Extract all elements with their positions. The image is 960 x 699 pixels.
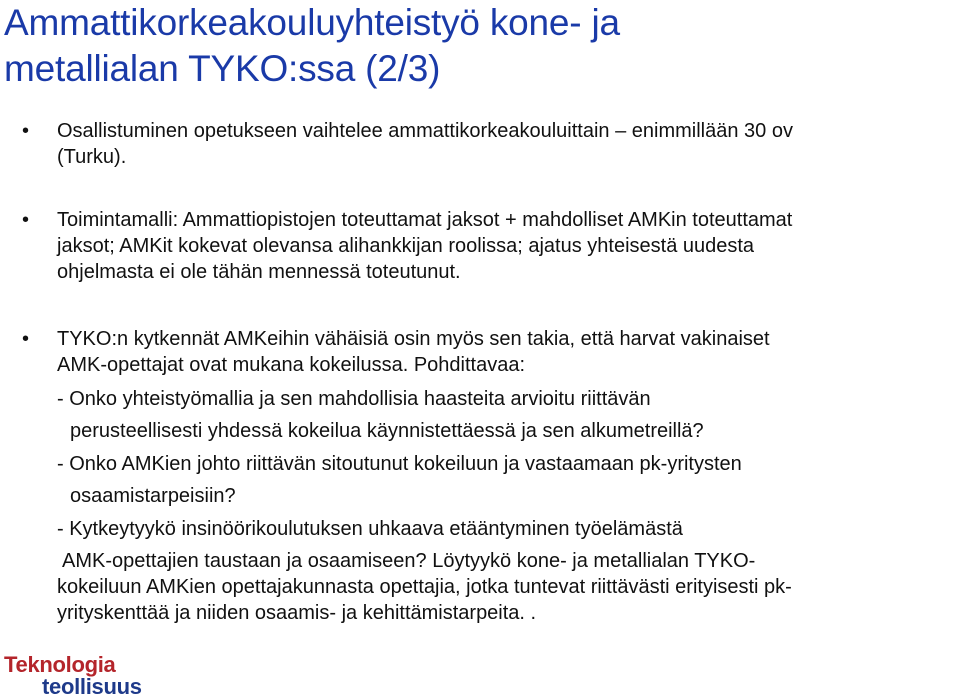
bullet-text <box>57 326 957 378</box>
bullet-dot-icon: • <box>22 120 30 142</box>
logo-word-teknologia: Teknologia <box>4 652 116 677</box>
question-line-6: AMK-opettajien taustaan ja osaamiseen? Löytyykö kone- ja metallialan TYKO- <box>62 550 756 572</box>
question-line-4: osaamistarpeisiin? <box>70 485 236 507</box>
bullet-line: jaksot; AMKit kokevat olevansa alihankkijan roolissa; ajatus yhteisestä uudesta <box>57 235 755 257</box>
bullet-line: ohjelmasta ei ole tähän mennessä toteutunut. <box>57 261 461 283</box>
logo-word-teollisuus: teollisuus <box>42 674 142 699</box>
question-line-5: - Kytkeytyykö insinöörikoulutuksen uhkaava etääntyminen työelämästä <box>57 518 683 540</box>
question-line-8: yrityskenttää ja niiden osaamis- ja kehittämistarpeita. . <box>57 602 537 624</box>
bullet-dot-icon: • <box>22 209 30 231</box>
question-line-2: perusteellisesti yhdessä kokeilua käynnistettäessä ja sen alkumetreillä? <box>70 420 704 442</box>
bullet-line: (Turku). <box>57 146 127 168</box>
bullet-line: AMK-opettajat ovat mukana kokeilussa. Pohdittavaa: <box>57 354 526 376</box>
slide-title-line-2: metallialan TYKO:ssa (2/3) <box>4 48 441 89</box>
question-line-7: kokeiluun AMKien opettajakunnasta opettajia, jotka tuntevat riittävästi erityisesti pk- <box>57 576 792 598</box>
bullet-line: Toimintamalli: Ammattiopistojen toteuttamat jaksot + mahdolliset AMKin toteuttamat <box>57 209 793 231</box>
bullet-text <box>57 118 957 170</box>
bullet-line: Osallistuminen opetukseen vaihtelee ammattikorkeakouluittain – enimmillään 30 ov <box>57 120 793 142</box>
teknologiateollisuus-logo <box>4 654 184 698</box>
bullet-dot-icon: • <box>22 328 30 350</box>
bullet-text <box>57 207 957 285</box>
question-line-3: - Onko AMKien johto riittävän sitoutunut kokeiluun ja vastaamaan pk-yritysten <box>57 453 742 475</box>
bullet-line: TYKO:n kytkennät AMKeihin vähäisiä osin myös sen takia, että harvat vakinaiset <box>57 328 770 350</box>
slide-title-line-1: Ammattikorkeakouluyhteistyö kone- ja <box>4 2 620 43</box>
question-line-1: - Onko yhteistyömallia ja sen mahdollisia haasteita arvioitu riittävän <box>57 388 651 410</box>
slide-title <box>4 0 954 92</box>
